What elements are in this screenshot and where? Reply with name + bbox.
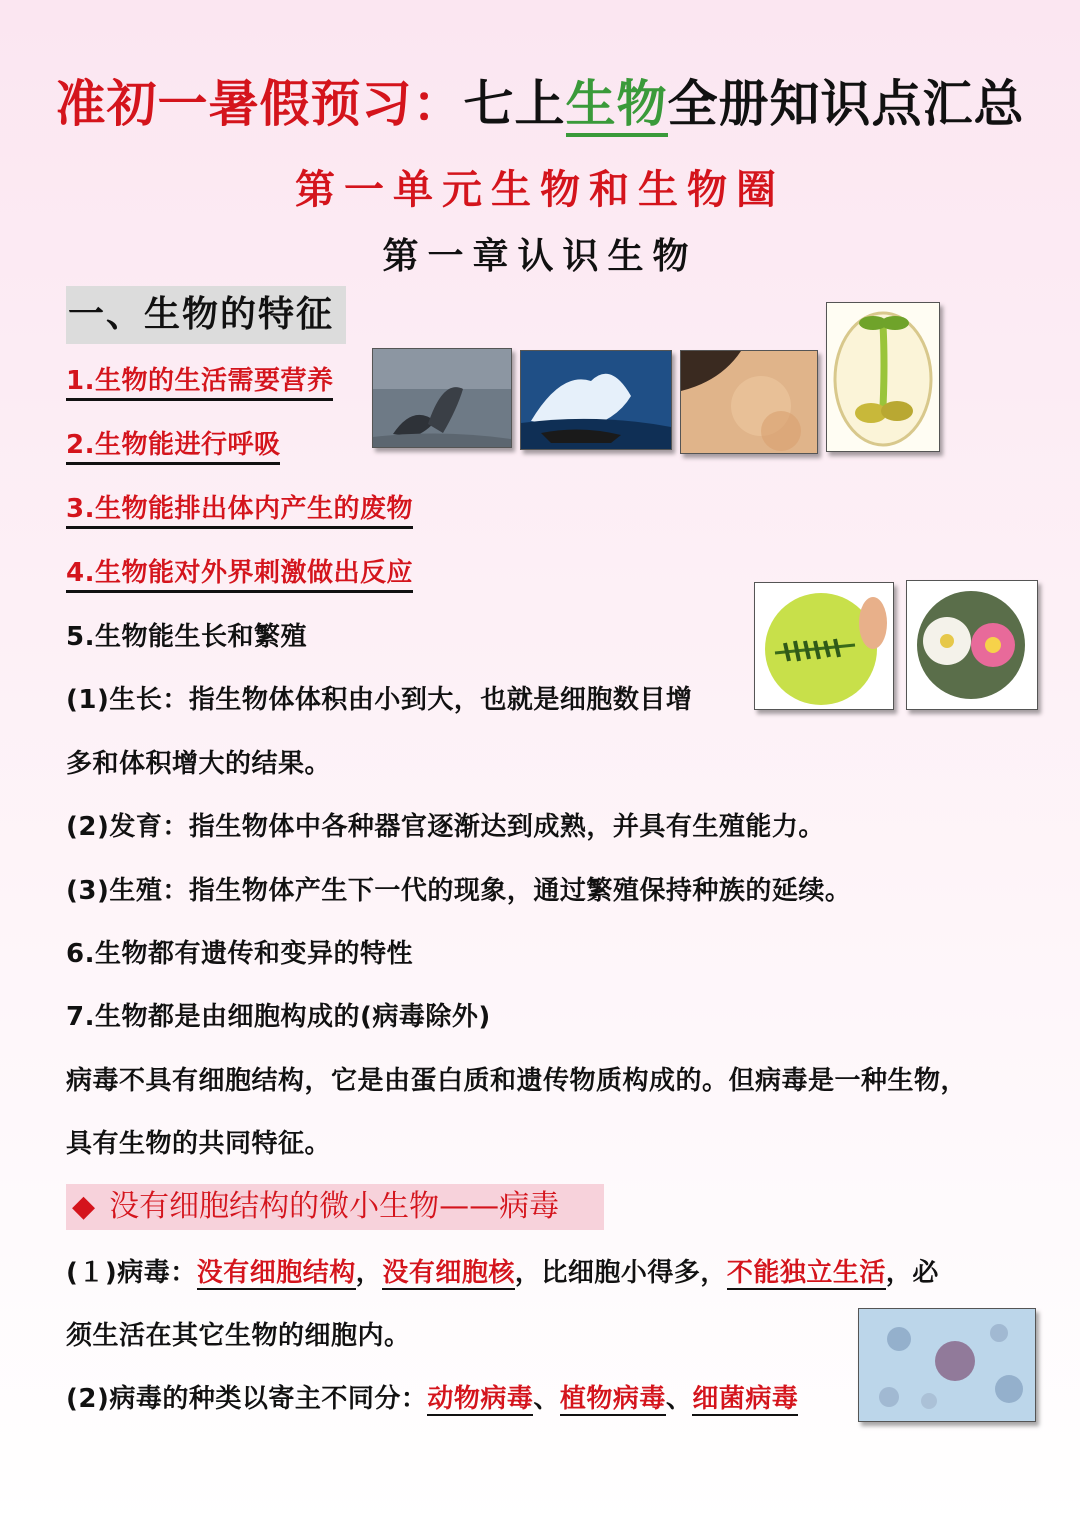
title-part-3: 生物 bbox=[566, 74, 668, 137]
feature-item-6: 6.生物都有遗传和变异的特性 bbox=[66, 939, 413, 969]
feature-item-5: 5.生物能生长和繁殖 bbox=[66, 622, 307, 652]
feature-item-1: 1.生物的生活需要营养 bbox=[66, 364, 333, 398]
virus-note-line-1: 病毒不具有细胞结构，它是由蛋白质和遗传物质构成的。但病毒是一种生物， bbox=[66, 1066, 968, 1096]
keyword: 没有细胞核 bbox=[382, 1258, 515, 1288]
virus-heading-text: 没有细胞结构的微小生物——病毒 bbox=[109, 1189, 560, 1224]
growth-line-2: 多和体积增大的结果。 bbox=[66, 749, 332, 779]
keyword: 动物病毒 bbox=[427, 1384, 534, 1414]
feature-item-7: 7.生物都是由细胞构成的(病毒除外) bbox=[66, 1002, 491, 1032]
keyword: 不能独立生活 bbox=[726, 1258, 886, 1288]
keyword: 植物病毒 bbox=[559, 1384, 666, 1414]
title-part-2: 七上 bbox=[463, 74, 566, 133]
keyword: 细菌病毒 bbox=[692, 1384, 799, 1414]
keyword: 没有细胞结构 bbox=[196, 1258, 356, 1288]
diamond-bullet-icon: ◆ bbox=[72, 1189, 96, 1224]
virus-paragraph-2: (2)病毒的种类以寄主不同分：动物病毒、植物病毒、细菌病毒 bbox=[66, 1384, 799, 1414]
feature-item-2: 2.生物能进行呼吸 bbox=[66, 428, 280, 462]
seedling-photo bbox=[826, 302, 940, 452]
skin-sweat-photo bbox=[680, 350, 818, 454]
dolphins-photo bbox=[372, 348, 512, 448]
title-part-4: 全册知识点汇总 bbox=[667, 74, 1025, 133]
virus-paragraph-1-cont: 须生活在其它生物的细胞内。 bbox=[66, 1321, 411, 1351]
virus-illustration-photo bbox=[858, 1308, 1036, 1422]
virus-section-heading bbox=[66, 1184, 604, 1230]
virus-note-line-2: 具有生物的共同特征。 bbox=[66, 1129, 332, 1159]
section-heading: 一、生物的特征 bbox=[66, 286, 346, 344]
mimosa-touch-photo bbox=[754, 582, 894, 710]
whale-spout-photo bbox=[520, 350, 672, 450]
growth-line-1: (1)生长：指生物体体积由小到大，也就是细胞数目增 bbox=[66, 685, 693, 715]
feature-item-4: 4.生物能对外界刺激做出反应 bbox=[66, 556, 413, 590]
title-part-1: 准初一暑假预习： bbox=[55, 74, 464, 133]
chapter-heading: 第一章认识生物 bbox=[382, 236, 698, 277]
development-line: (2)发育：指生物体中各种器官逐渐达到成熟，并具有生殖能力。 bbox=[66, 812, 825, 842]
flower-photo bbox=[906, 580, 1038, 710]
feature-item-3: 3.生物能排出体内产生的废物 bbox=[66, 492, 413, 526]
page-title bbox=[0, 64, 1080, 136]
unit-heading: 第一单元生物和生物圈 bbox=[295, 167, 785, 213]
virus-paragraph-1: (１)病毒：没有细胞结构，没有细胞核，比细胞小得多，不能独立生活，必 bbox=[66, 1258, 939, 1288]
reproduction-line: (3)生殖：指生物体产生下一代的现象，通过繁殖保持种族的延续。 bbox=[66, 876, 852, 906]
